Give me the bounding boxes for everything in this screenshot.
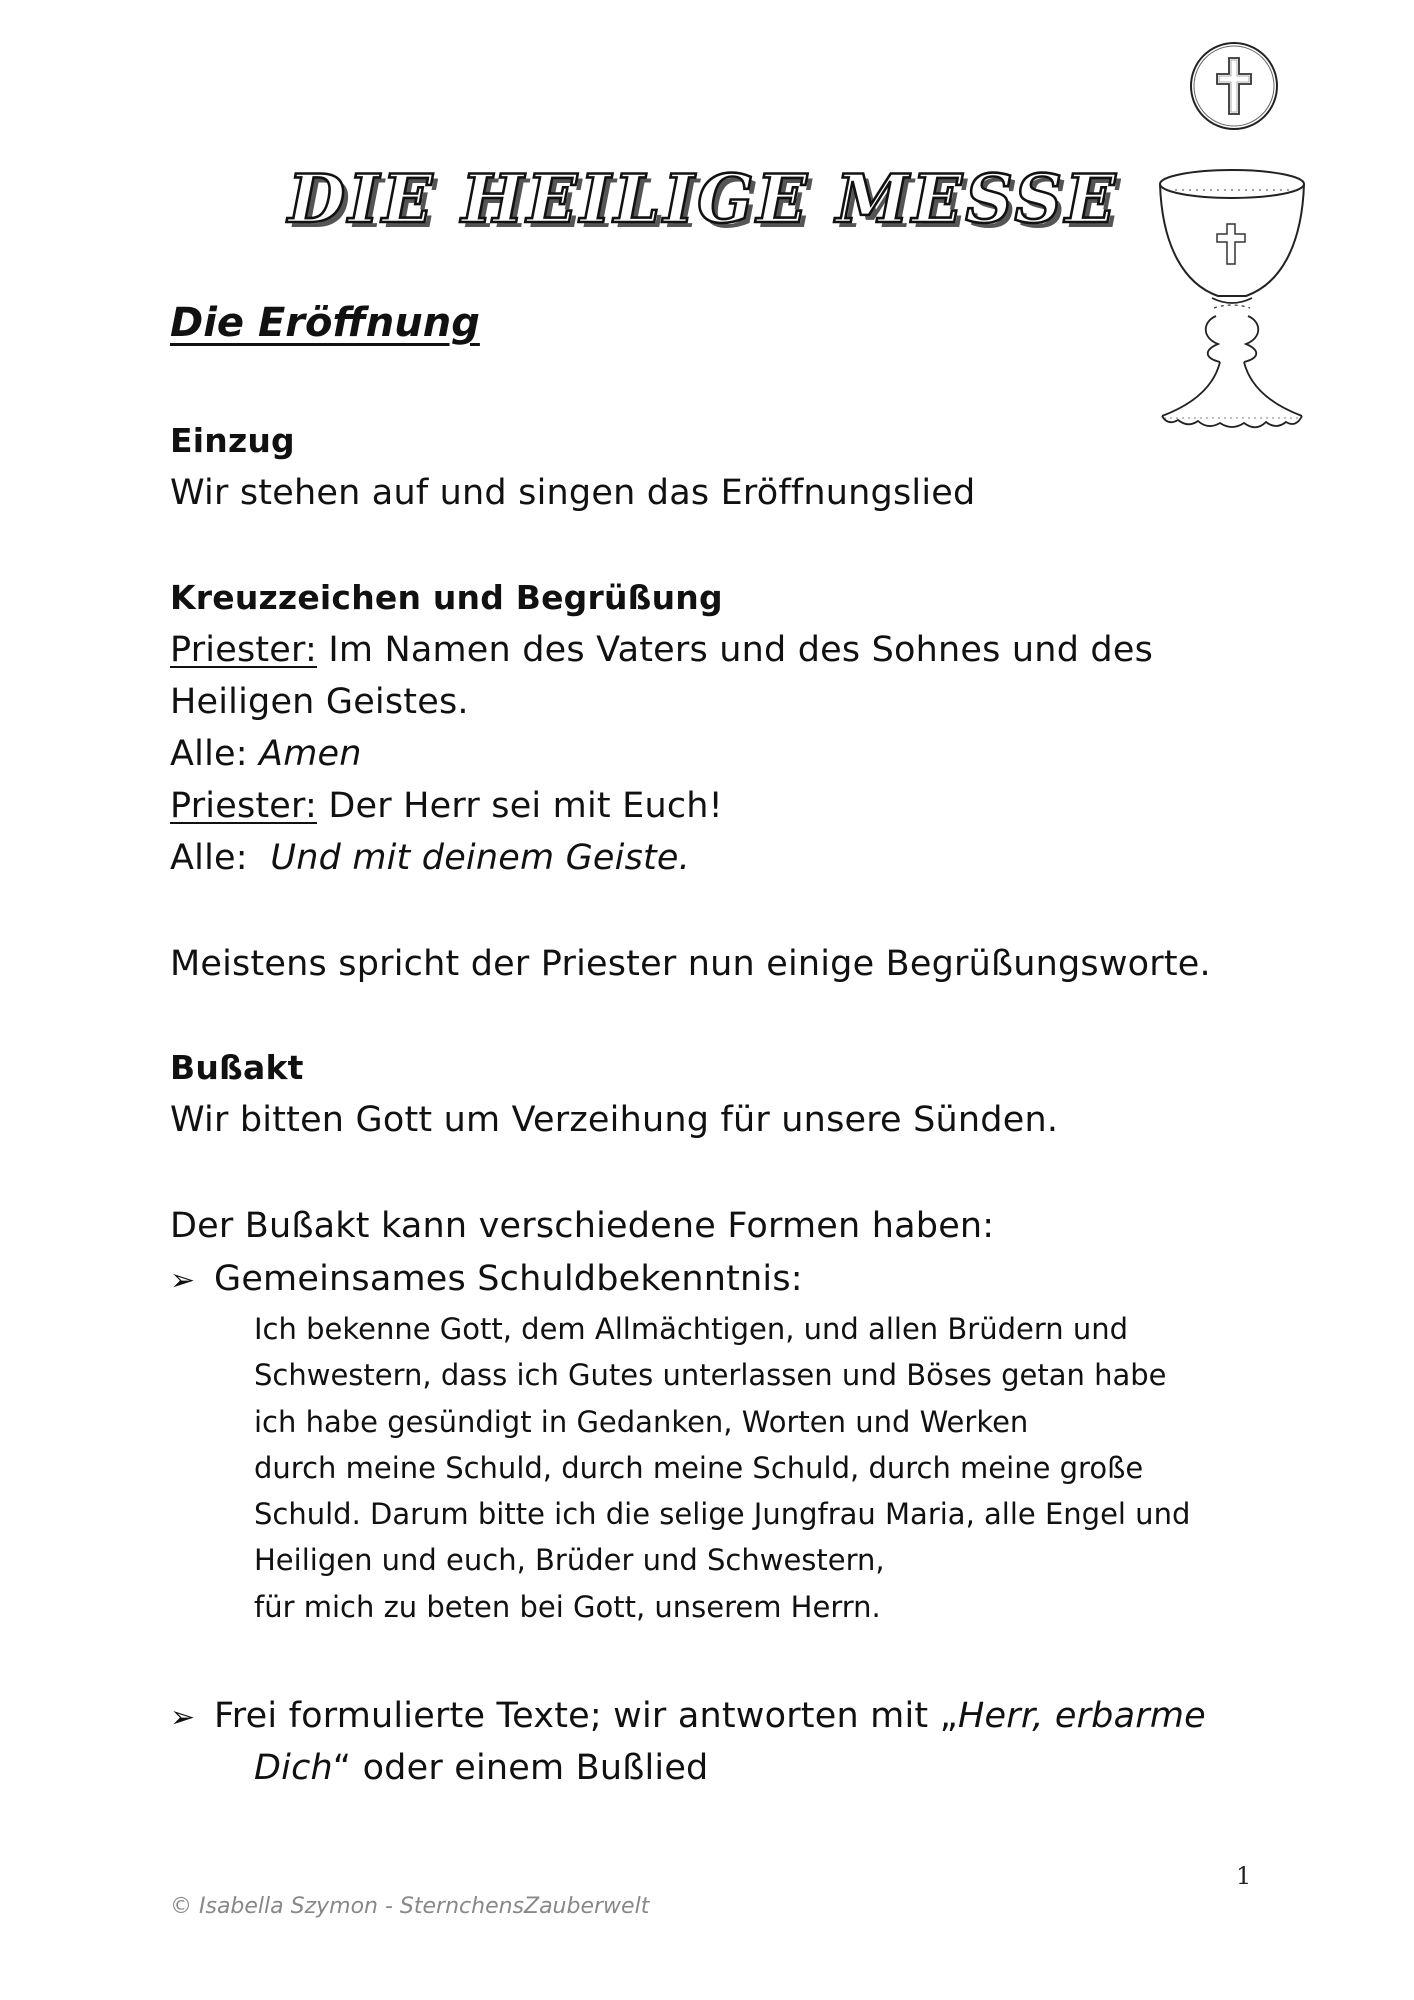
speaker-label: Priester: [170,630,317,670]
einzug-text: Wir stehen auf und singen das Eröffnungslied [170,473,976,513]
list-item-continuation [254,1742,708,1794]
speaker-label: Alle: [170,838,271,878]
greeting-note: Meistens spricht der Priester nun einige Begrüßungsworte. [170,944,1211,984]
bussakt-heading: Bußakt [170,1048,304,1087]
kreuzzeichen-heading: Kreuzzeichen und Begrüßung [170,578,723,617]
dialogue-line [170,728,362,780]
list-item [170,1253,803,1307]
speaker-label: Alle: [170,734,260,774]
confession-line: ich habe gesündigt in Gedanken, Worten und Werken [254,1404,1029,1439]
dialogue-line [170,624,1153,676]
speaker-label: Priester: [170,786,317,826]
confession-line: Ich bekenne Gott, dem Allmächtigen, und allen Brüdern und [254,1312,1129,1346]
dialogue-line [170,780,723,832]
confession-text [254,1306,1190,1630]
host-cross-icon [1188,40,1280,132]
dialogue-line [170,676,469,728]
einzug-heading: Einzug [170,421,295,460]
confession-line: Schwestern, dass ich Gutes unterlassen und Böses getan habe [254,1358,1167,1393]
confession-line: für mich zu beten bei Gott, unserem Herrn. [254,1589,881,1624]
bullet-italic: Herr, erbarme [957,1696,1206,1736]
arrow-bullet-icon: ➢ [170,1700,196,1735]
bullet-text: “ oder einem Bußlied [332,1748,709,1788]
confession-line: Schuld. Darum bitte ich die selige Jungfrau Maria, alle Engel und [254,1497,1191,1532]
arrow-bullet-icon: ➢ [170,1263,196,1298]
confession-line: durch meine Schuld, durch meine Schuld, durch meine große [254,1450,1144,1485]
forms-intro: Der Bußakt kann verschiedene Formen haben: [170,1206,995,1246]
bullet-text: Frei formulierte Texte; wir antworten mit „ [214,1696,958,1736]
dialogue-text: Der Herr sei mit Euch! [317,786,723,826]
response-text: Und mit deinem Geiste. [270,838,690,878]
dialogue-line [170,832,690,884]
page-title: DIE HEILIGE MESSE [288,160,1119,238]
list-item [170,1690,1206,1744]
response-text: Amen [259,734,362,774]
confession-line: Heiligen und euch, Brüder und Schwestern, [254,1543,885,1578]
page-number: 1 [1236,1862,1252,1890]
footer-copyright: © Isabella Szymon - SternchensZauberwelt [170,1894,650,1919]
section-heading: Die Eröffnung [170,300,480,346]
bussakt-text: Wir bitten Gott um Verzeihung für unsere Sünden. [170,1100,1059,1140]
bullet-text: Gemeinsames Schuldbekenntnis: [214,1259,803,1299]
dialogue-text: Heiligen Geistes. [170,682,469,722]
dialogue-text: Im Namen des Vaters und des Sohnes und des [317,630,1154,670]
chalice-icon [1154,166,1310,436]
bullet-italic: Dich [254,1748,333,1788]
